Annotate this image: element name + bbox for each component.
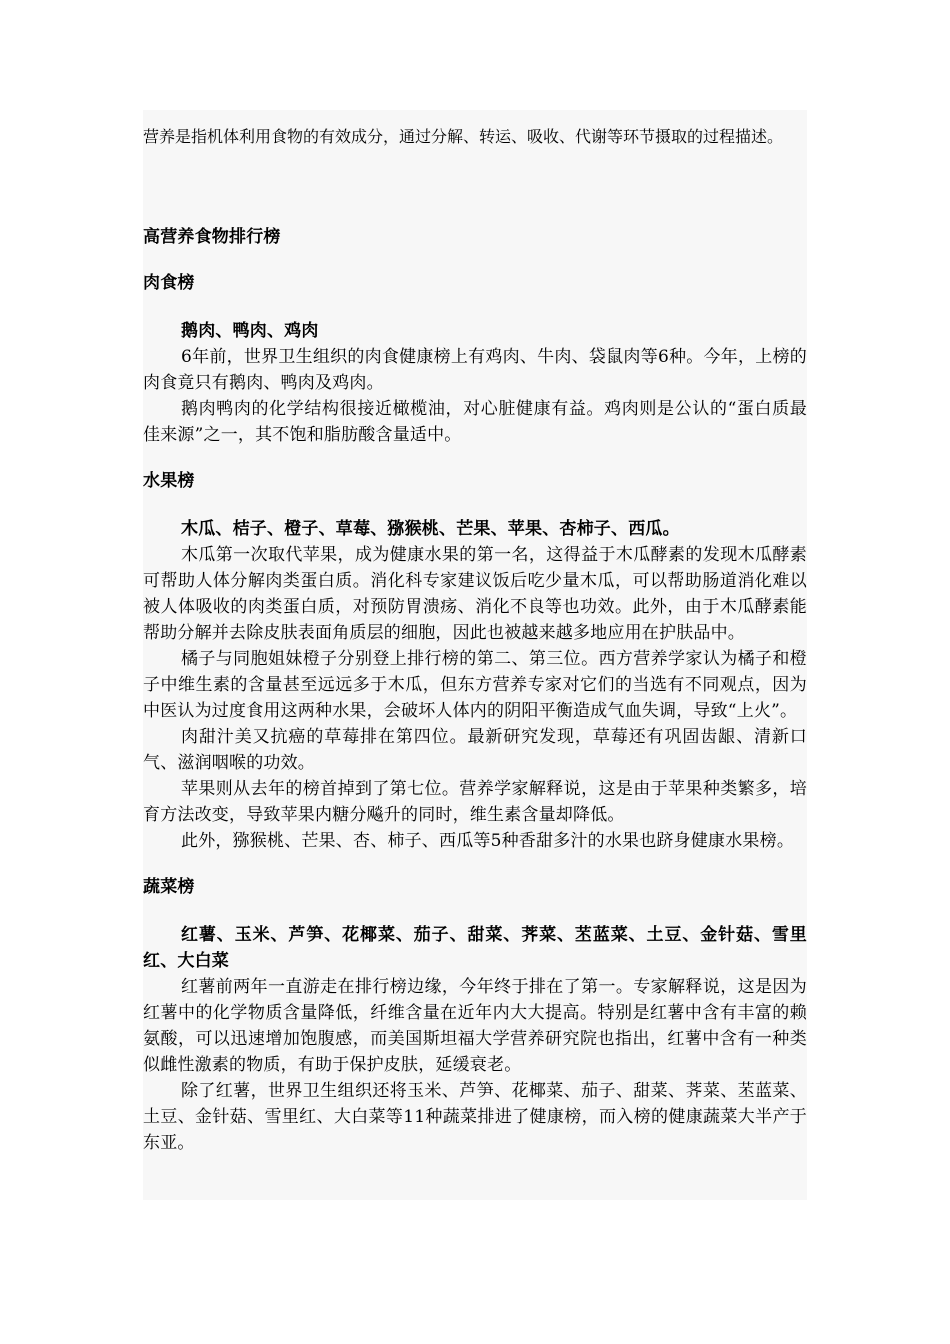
- document-page: [143, 110, 807, 1200]
- vegetable-paragraph: 红薯前两年一直游走在排行榜边缘，今年终于排在了第一。专家解释说，这是因为红薯中的化学物质含量降低，纤维含量在近年内大大提高。特别是红薯中含有丰富的赖氨酸，可以迅速增加饱腹感，而美国斯坦福大学营养研究院也指出，红薯中含有一种类似雌性激素的物质，有助于保护皮肤，延缓衰老。: [143, 977, 807, 1075]
- spacer: [143, 494, 807, 516]
- spacer: [143, 448, 807, 468]
- spacer: [143, 854, 807, 874]
- vegetable-list: 红薯、玉米、芦笋、花椰菜、茄子、甜菜、荠菜、苤蓝菜、土豆、金针菇、雪里红、大白菜: [143, 925, 807, 971]
- fruit-paragraph: 肉甜汁美又抗癌的草莓排在第四位。最新研究发现，草莓还有巩固齿龈、清新口气、滋润咽喉的功效。: [143, 727, 807, 773]
- meat-heading: 肉食榜: [143, 273, 195, 293]
- fruit-paragraph: 橘子与同胞姐妹橙子分别登上排行榜的第二、第三位。西方营养学家认为橘子和橙子中维生素的含量甚至远远多于木瓜，但东方营养专家对它们的当选有不同观点，因为中医认为过度食用这两种水果，会破坏人体内的阴阳平衡造成气血失调，导致“上火”。: [143, 649, 807, 721]
- spacer: [143, 900, 807, 922]
- main-title: 高营养食物排行榜: [143, 227, 281, 247]
- fruit-heading: 水果榜: [143, 471, 195, 491]
- fruit-paragraph: 此外，猕猴桃、芒果、杏、柿子、西瓜等5种香甜多汁的水果也跻身健康水果榜。: [181, 831, 795, 851]
- spacer: [143, 296, 807, 318]
- spacer: [143, 250, 807, 270]
- document-content: [143, 124, 807, 1156]
- vegetable-heading: 蔬菜榜: [143, 877, 195, 897]
- meat-list: 鹅肉、鸭肉、鸡肉: [181, 321, 319, 341]
- meat-paragraph: 6年前，世界卫生组织的肉食健康榜上有鸡肉、牛肉、袋鼠肉等6种。今年，上榜的肉食竟只有鹅肉、鸭肉及鸡肉。: [143, 347, 807, 393]
- spacer: [143, 150, 807, 224]
- fruit-list: 木瓜、桔子、橙子、草莓、猕猴桃、芒果、苹果、杏柿子、西瓜。: [181, 519, 680, 539]
- intro-paragraph: 营养是指机体利用食物的有效成分，通过分解、转运、吸收、代谢等环节摄取的过程描述。: [143, 127, 784, 146]
- vegetable-paragraph: 除了红薯，世界卫生组织还将玉米、芦笋、花椰菜、茄子、甜菜、荠菜、苤蓝菜、土豆、金针菇、雪里红、大白菜等11种蔬菜排进了健康榜，而入榜的健康蔬菜大半产于东亚。: [143, 1081, 807, 1153]
- meat-paragraph: 鹅肉鸭肉的化学结构很接近橄榄油，对心脏健康有益。鸡肉则是公认的“蛋白质最佳来源”之一，其不饱和脂肪酸含量适中。: [143, 399, 807, 445]
- fruit-paragraph: 苹果则从去年的榜首掉到了第七位。营养学家解释说，这是由于苹果种类繁多，培育方法改变，导致苹果内糖分飚升的同时，维生素含量却降低。: [143, 779, 807, 825]
- fruit-paragraph: 木瓜第一次取代苹果，成为健康水果的第一名，这得益于木瓜酵素的发现木瓜酵素可帮助人体分解肉类蛋白质。消化科专家建议饭后吃少量木瓜，可以帮助肠道消化难以被人体吸收的肉类蛋白质，对预防胃溃疡、消化不良等也功效。此外，由于木瓜酵素能帮助分解并去除皮肤表面角质层的细胞，因此也被越来越多地应用在护肤品中。: [143, 545, 807, 643]
